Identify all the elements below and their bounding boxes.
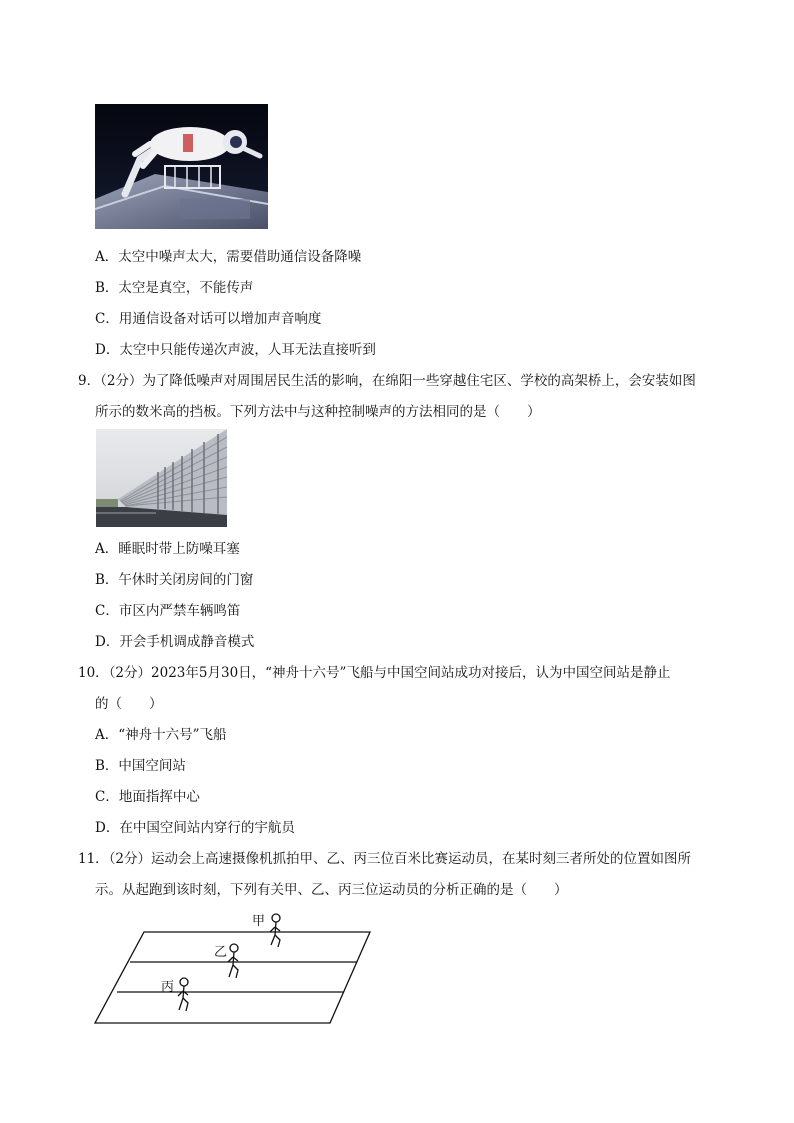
question-9-stem-cont: 所示的数米高的挡板。下列方法中与这种控制噪声的方法相同的是（ ） xyxy=(95,404,541,420)
option-b: B．午休时关闭房间的门窗 xyxy=(95,572,254,588)
question-9-stem: 9．（2分）为了降低噪声对周围居民生活的影响，在绵阳一些穿越住宅区、学校的高架桥上，会安装如图 xyxy=(78,373,696,389)
label-yi: 乙 xyxy=(214,945,228,960)
question-11-stem: 11．（2分）运动会上高速摄像机抓拍甲、乙、丙三位百米比赛运动员，在某时刻三者所处的位置如图所 xyxy=(78,851,692,867)
option-d: D．开会手机调成静音模式 xyxy=(95,634,255,650)
runner-bing xyxy=(178,978,188,1011)
label-jia: 甲 xyxy=(252,914,266,929)
running-track-diagram xyxy=(90,905,375,1027)
option-a: A．太空中噪声太大，需要借助通信设备降噪 xyxy=(95,249,362,265)
label-bing: 丙 xyxy=(161,980,175,995)
track-outline xyxy=(95,932,370,1023)
noise-barrier-photo xyxy=(96,429,227,527)
option-c: C．用通信设备对话可以增加声音响度 xyxy=(95,311,322,327)
question-10-stem: 10．（2分）2023年5月30日，“神舟十六号”飞船与中国空间站成功对接后，认为中国空间站是静止 xyxy=(78,665,671,681)
runner-yi xyxy=(228,944,238,978)
option-d: D．在中国空间站内穿行的宇航员 xyxy=(95,820,295,836)
astronaut-spacewalk-photo xyxy=(95,104,268,229)
option-b: B．中国空间站 xyxy=(95,758,186,774)
question-10-stem-cont: 的（ ） xyxy=(95,696,163,712)
option-b: B．太空是真空，不能传声 xyxy=(95,280,254,296)
option-a: A．睡眠时带上防噪耳塞 xyxy=(95,541,240,557)
question-11-stem-cont: 示。从起跑到该时刻，下列有关甲、乙、丙三位运动员的分析正确的是（ ） xyxy=(95,882,568,898)
option-c: C．市区内严禁车辆鸣笛 xyxy=(95,603,241,619)
option-c: C．地面指挥中心 xyxy=(95,789,200,805)
runner-jia xyxy=(270,914,280,947)
option-a: A．“神舟十六号”飞船 xyxy=(95,727,227,743)
option-d: D．太空中只能传递次声波，人耳无法直接听到 xyxy=(95,342,376,358)
